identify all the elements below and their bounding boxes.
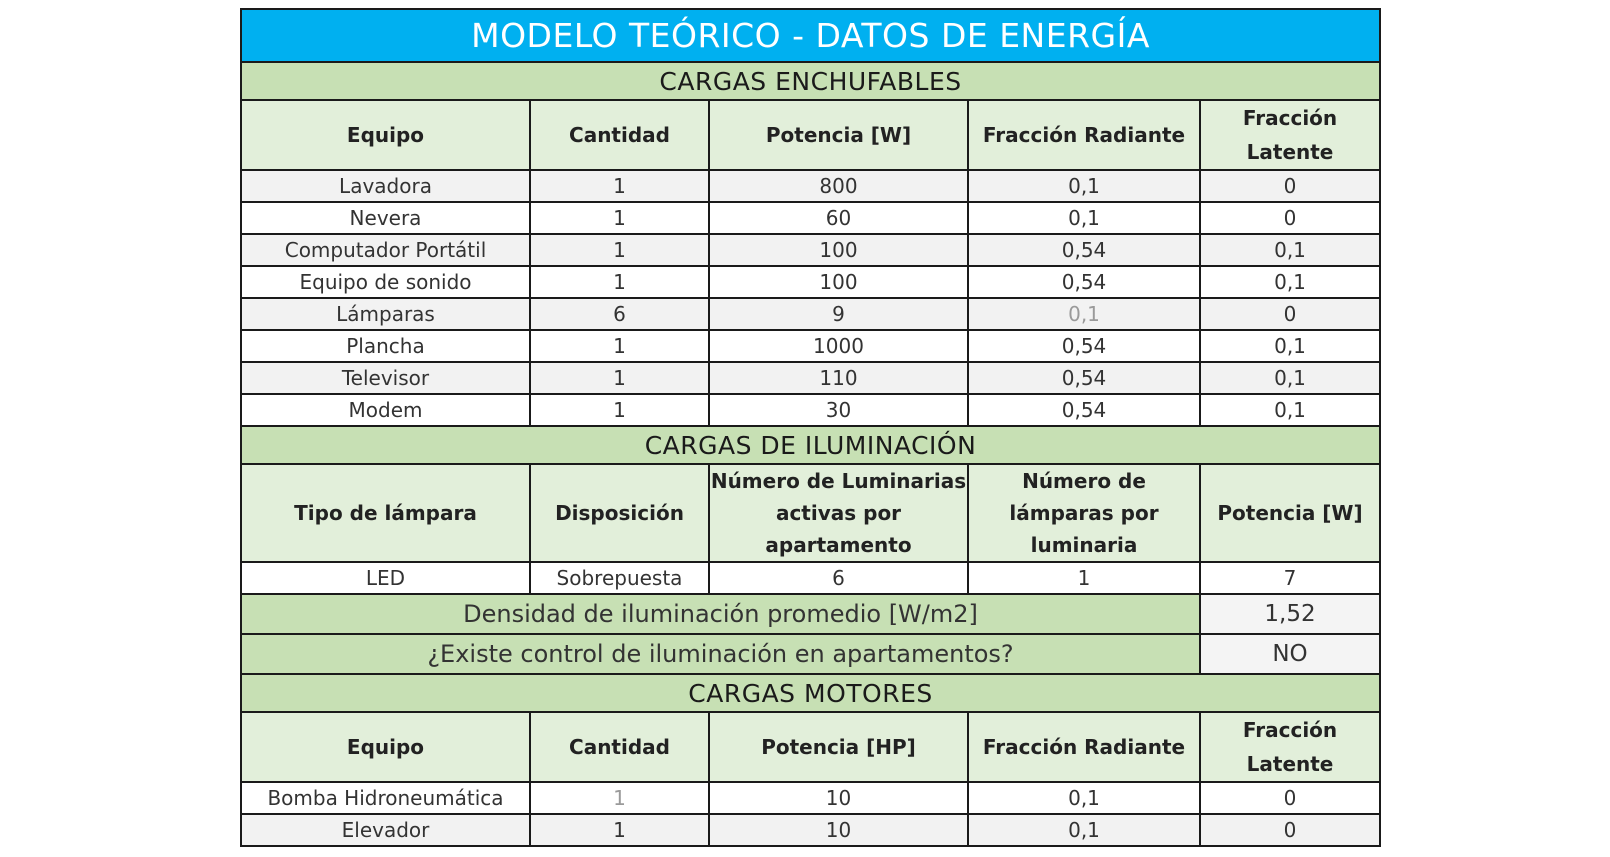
section-motor-loads: CARGAS MOTORES xyxy=(241,674,1380,712)
energy-table xyxy=(240,8,1381,847)
table-row xyxy=(241,266,1380,298)
header-fraccion-radiante: Fracción Radiante xyxy=(968,712,1200,782)
cell-potencia: 30 xyxy=(709,394,968,426)
cell-fraccion-latente: 0,1 xyxy=(1200,394,1380,426)
cell-potencia: 100 xyxy=(709,234,968,266)
cell-fraccion-radiante: 0,1 xyxy=(968,298,1200,330)
header-disposicion: Disposición xyxy=(530,464,709,562)
cell-fraccion-latente: 0,1 xyxy=(1200,362,1380,394)
cell-fraccion-radiante: 0,54 xyxy=(968,266,1200,298)
cell-cantidad: 6 xyxy=(530,298,709,330)
cell-fraccion-radiante: 0,54 xyxy=(968,362,1200,394)
header-cantidad: Cantidad xyxy=(530,100,709,170)
cell-fraccion-radiante: 0,1 xyxy=(968,814,1200,846)
cell-equipo: Equipo de sonido xyxy=(241,266,530,298)
cell-numero-luminarias: 6 xyxy=(709,562,968,594)
section-lighting-loads: CARGAS DE ILUMINACIÓN xyxy=(241,426,1380,464)
table-row xyxy=(241,362,1380,394)
cell-fraccion-radiante: 0,1 xyxy=(968,782,1200,814)
cell-equipo: Nevera xyxy=(241,202,530,234)
cell-numero-lamparas: 1 xyxy=(968,562,1200,594)
header-cantidad: Cantidad xyxy=(530,712,709,782)
table-row xyxy=(241,234,1380,266)
header-potencia: Potencia [W] xyxy=(1200,464,1380,562)
header-tipo-lampara: Tipo de lámpara xyxy=(241,464,530,562)
density-value: 1,52 xyxy=(1200,594,1380,634)
cell-fraccion-latente: 0,1 xyxy=(1200,330,1380,362)
cell-potencia: 7 xyxy=(1200,562,1380,594)
lighting-control-label: ¿Existe control de iluminación en apartamentos? xyxy=(241,634,1200,674)
header-fraccion-latente: Fracción Latente xyxy=(1200,712,1380,782)
cell-equipo: Computador Portátil xyxy=(241,234,530,266)
density-label: Densidad de iluminación promedio [W/m2] xyxy=(241,594,1200,634)
header-numero-luminarias: Número de Luminarias activas por apartamento xyxy=(709,464,968,562)
cell-potencia-hp: 10 xyxy=(709,782,968,814)
header-fraccion-radiante: Fracción Radiante xyxy=(968,100,1200,170)
cell-fraccion-latente: 0,1 xyxy=(1200,234,1380,266)
table-row xyxy=(241,782,1380,814)
cell-equipo: Bomba Hidroneumática xyxy=(241,782,530,814)
cell-equipo: Lámparas xyxy=(241,298,530,330)
header-potencia: Potencia [W] xyxy=(709,100,968,170)
cell-fraccion-radiante: 0,1 xyxy=(968,170,1200,202)
table-row xyxy=(241,562,1380,594)
table-row xyxy=(241,814,1380,846)
cell-cantidad: 1 xyxy=(530,362,709,394)
cell-fraccion-radiante: 0,54 xyxy=(968,234,1200,266)
cell-potencia: 100 xyxy=(709,266,968,298)
header-equipo: Equipo xyxy=(241,100,530,170)
energy-data-sheet xyxy=(240,8,1379,847)
lighting-control-value: NO xyxy=(1200,634,1380,674)
cell-cantidad: 1 xyxy=(530,170,709,202)
cell-cantidad: 1 xyxy=(530,330,709,362)
cell-equipo: Televisor xyxy=(241,362,530,394)
cell-cantidad: 1 xyxy=(530,266,709,298)
header-potencia-hp: Potencia [HP] xyxy=(709,712,968,782)
header-fraccion-latente: Fracción Latente xyxy=(1200,100,1380,170)
cell-cantidad: 1 xyxy=(530,814,709,846)
cell-fraccion-latente: 0 xyxy=(1200,170,1380,202)
cell-disposicion: Sobrepuesta xyxy=(530,562,709,594)
table-row xyxy=(241,298,1380,330)
header-equipo: Equipo xyxy=(241,712,530,782)
cell-potencia-hp: 10 xyxy=(709,814,968,846)
cell-equipo: Lavadora xyxy=(241,170,530,202)
cell-fraccion-radiante: 0,1 xyxy=(968,202,1200,234)
cell-potencia: 1000 xyxy=(709,330,968,362)
table-row xyxy=(241,170,1380,202)
header-numero-lamparas: Número de lámparas por luminaria xyxy=(968,464,1200,562)
cell-cantidad: 1 xyxy=(530,202,709,234)
cell-fraccion-latente: 0 xyxy=(1200,782,1380,814)
cell-equipo: Plancha xyxy=(241,330,530,362)
cell-potencia: 800 xyxy=(709,170,968,202)
cell-cantidad: 1 xyxy=(530,394,709,426)
table-row xyxy=(241,394,1380,426)
cell-fraccion-radiante: 0,54 xyxy=(968,394,1200,426)
cell-equipo: Elevador xyxy=(241,814,530,846)
cell-cantidad: 1 xyxy=(530,234,709,266)
cell-tipo-lampara: LED xyxy=(241,562,530,594)
section-plug-loads: CARGAS ENCHUFABLES xyxy=(241,62,1380,100)
table-row xyxy=(241,330,1380,362)
cell-potencia: 60 xyxy=(709,202,968,234)
cell-cantidad: 1 xyxy=(530,782,709,814)
cell-fraccion-latente: 0 xyxy=(1200,814,1380,846)
cell-fraccion-latente: 0,1 xyxy=(1200,266,1380,298)
cell-fraccion-radiante: 0,54 xyxy=(968,330,1200,362)
table-row xyxy=(241,202,1380,234)
cell-equipo: Modem xyxy=(241,394,530,426)
cell-fraccion-latente: 0 xyxy=(1200,298,1380,330)
cell-potencia: 110 xyxy=(709,362,968,394)
cell-potencia: 9 xyxy=(709,298,968,330)
cell-fraccion-latente: 0 xyxy=(1200,202,1380,234)
sheet-title: MODELO TEÓRICO - DATOS DE ENERGÍA xyxy=(241,9,1380,62)
